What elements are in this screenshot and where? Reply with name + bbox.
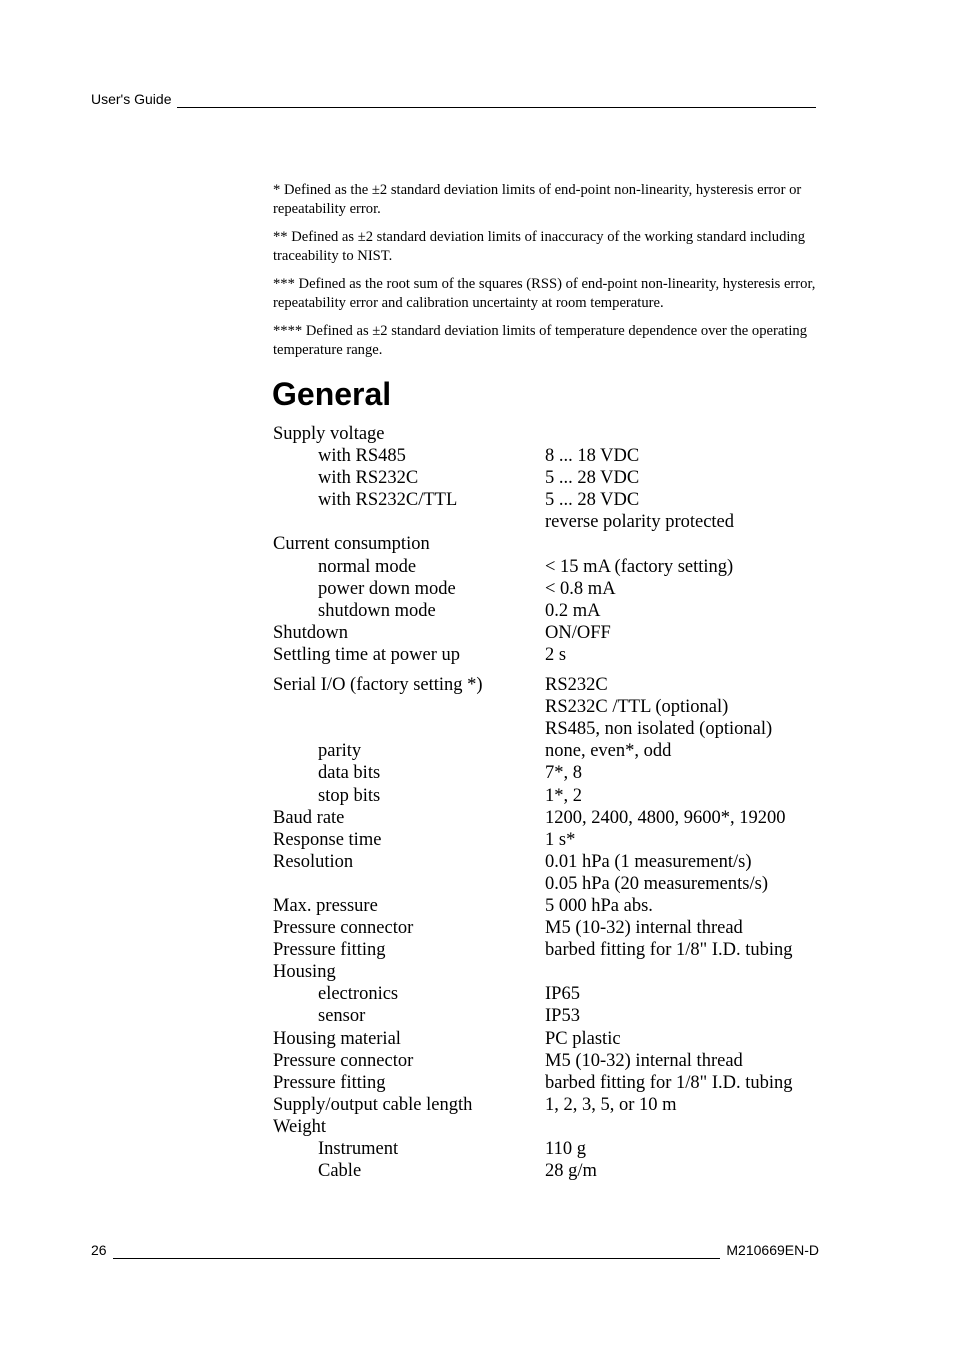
spec-label: Pressure fitting	[273, 1072, 386, 1093]
spec-value: RS232C /TTL (optional)	[545, 697, 729, 718]
spec-value: 0.2 mA	[545, 600, 601, 621]
spec-row	[273, 829, 833, 851]
spec-row	[273, 445, 833, 467]
spec-value: 28 g/m	[545, 1161, 597, 1182]
spec-value: IP53	[545, 1006, 580, 1027]
spec-label	[273, 511, 545, 533]
spec-row	[273, 622, 833, 644]
spec-row	[273, 762, 833, 784]
spec-label: Weight	[273, 1116, 326, 1137]
spec-value: 110 g	[545, 1139, 586, 1159]
spec-label	[273, 696, 545, 718]
footer-rule	[113, 1245, 721, 1259]
spec-label: Supply voltage	[273, 424, 385, 444]
spec-label: Instrument	[318, 1139, 399, 1159]
spec-row	[273, 917, 833, 939]
spec-row	[273, 939, 833, 961]
spec-label: stop bits	[318, 785, 381, 806]
spec-label: Settling time at power up	[273, 644, 461, 665]
spec-row	[273, 1094, 833, 1116]
spec-value: 1*, 2	[545, 785, 582, 806]
spec-value: 8 ... 18 VDC	[545, 446, 640, 467]
spec-row	[273, 1005, 833, 1027]
spec-row	[273, 674, 833, 696]
spec-value	[545, 533, 833, 555]
document-code: M210669EN-D	[726, 1242, 819, 1258]
spec-label: with RS232C	[318, 468, 419, 489]
spec-value: barbed fitting for 1/8" I.D. tubing	[545, 1072, 793, 1093]
spec-row	[273, 511, 833, 533]
spec-row	[273, 1160, 833, 1182]
spec-value: 0.05 hPa (20 measurements/s)	[545, 873, 768, 894]
spec-value: 5 ... 28 VDC	[545, 468, 640, 489]
spec-value: M5 (10-32) internal thread	[545, 1050, 743, 1071]
footnote: **** Defined as ±2 standard deviation limits of temperature dependence over the operating temperature range.	[273, 323, 808, 358]
spec-row	[273, 423, 833, 445]
spec-row	[273, 807, 833, 829]
spec-label: Pressure connector	[273, 1050, 414, 1071]
spec-row	[273, 644, 833, 666]
spec-row	[273, 983, 833, 1005]
spec-value: ON/OFF	[545, 622, 611, 643]
spec-value: 1200, 2400, 4800, 9600*, 19200	[545, 807, 786, 828]
spec-label: Serial I/O (factory setting *)	[273, 675, 483, 696]
spec-row	[273, 895, 833, 917]
spec-value: PC plastic	[545, 1028, 621, 1049]
spec-row	[273, 578, 833, 600]
spec-row	[273, 851, 833, 873]
spec-label: Response time	[273, 829, 382, 850]
spec-value: M5 (10-32) internal thread	[545, 918, 743, 939]
spec-label: Cable	[318, 1161, 362, 1182]
spec-value: 0.01 hPa (1 measurement/s)	[545, 851, 752, 872]
spec-label: Housing material	[273, 1028, 401, 1049]
spec-table	[273, 423, 833, 1182]
spec-value: 7*, 8	[545, 763, 582, 784]
spec-label: Current consumption	[273, 534, 430, 555]
spec-value: < 0.8 mA	[545, 578, 616, 599]
section-title: General	[272, 376, 392, 412]
spec-label: Pressure connector	[273, 918, 414, 939]
spec-row	[273, 600, 833, 622]
spec-label: Resolution	[273, 851, 354, 872]
spec-label: Supply/output cable length	[273, 1094, 473, 1115]
spec-value	[545, 1116, 833, 1138]
spec-label: power down mode	[318, 578, 456, 599]
spec-row	[273, 1072, 833, 1094]
spec-row	[273, 961, 833, 983]
spec-value: 5 000 hPa abs.	[545, 895, 653, 916]
page-number: 26	[91, 1242, 107, 1258]
spec-label: electronics	[318, 984, 399, 1005]
spec-label: parity	[318, 741, 362, 762]
spec-row	[273, 1116, 833, 1138]
spec-row	[273, 740, 833, 762]
footnotes	[273, 181, 818, 369]
spec-row	[273, 533, 833, 555]
spec-label: Shutdown	[273, 622, 349, 643]
spec-value: 2 s	[545, 644, 567, 665]
page-footer	[91, 1241, 819, 1259]
spec-value	[545, 423, 833, 445]
spec-label: Max. pressure	[273, 895, 378, 916]
spec-value: < 15 mA (factory setting)	[545, 556, 734, 577]
spec-row	[273, 556, 833, 578]
spec-label: Pressure fitting	[273, 940, 386, 961]
spec-row	[273, 873, 833, 895]
spec-value: barbed fitting for 1/8" I.D. tubing	[545, 940, 793, 961]
spec-label: Housing	[273, 962, 336, 983]
header-rule	[177, 94, 816, 108]
spec-value: 1 s*	[545, 829, 576, 850]
spec-value: 5 ... 28 VDC	[545, 490, 640, 511]
spec-row	[273, 1050, 833, 1072]
spec-label: shutdown mode	[318, 600, 436, 621]
footnote: * Defined as the ±2 standard deviation limits of end-point non-linearity, hysteresis error or repeatability error.	[273, 182, 802, 217]
spec-label: data bits	[318, 763, 381, 784]
footnote: ** Defined as ±2 standard deviation limits of inaccuracy of the working standard including traceability to NIST.	[273, 229, 806, 264]
header-title: User's Guide	[91, 91, 172, 107]
spec-row	[273, 718, 833, 740]
spec-label	[273, 718, 545, 740]
spec-value: IP65	[545, 984, 580, 1005]
spec-label: normal mode	[318, 556, 417, 577]
spec-value: 1, 2, 3, 5, or 10 m	[545, 1094, 677, 1115]
spec-label: Baud rate	[273, 807, 345, 828]
spec-row	[273, 1028, 833, 1050]
spec-label: with RS485	[318, 446, 406, 467]
spec-row	[273, 489, 833, 511]
spec-value: reverse polarity protected	[545, 512, 735, 533]
footnote: *** Defined as the root sum of the squares (RSS) of end-point non-linearity, hysteresis error, repeatability error and calibration uncertainty at room temperature.	[273, 276, 816, 311]
spec-value	[545, 961, 833, 983]
spec-value: RS485, non isolated (optional)	[545, 719, 773, 740]
spec-value: RS232C	[545, 675, 608, 696]
spec-row	[273, 785, 833, 807]
page-header	[91, 90, 816, 108]
spec-row	[273, 1138, 833, 1160]
spec-label: with RS232C/TTL	[318, 490, 458, 511]
spec-label	[273, 873, 545, 895]
spec-row	[273, 696, 833, 718]
spec-row	[273, 467, 833, 489]
spec-label: sensor	[318, 1006, 366, 1027]
spec-value: none, even*, odd	[545, 741, 672, 762]
